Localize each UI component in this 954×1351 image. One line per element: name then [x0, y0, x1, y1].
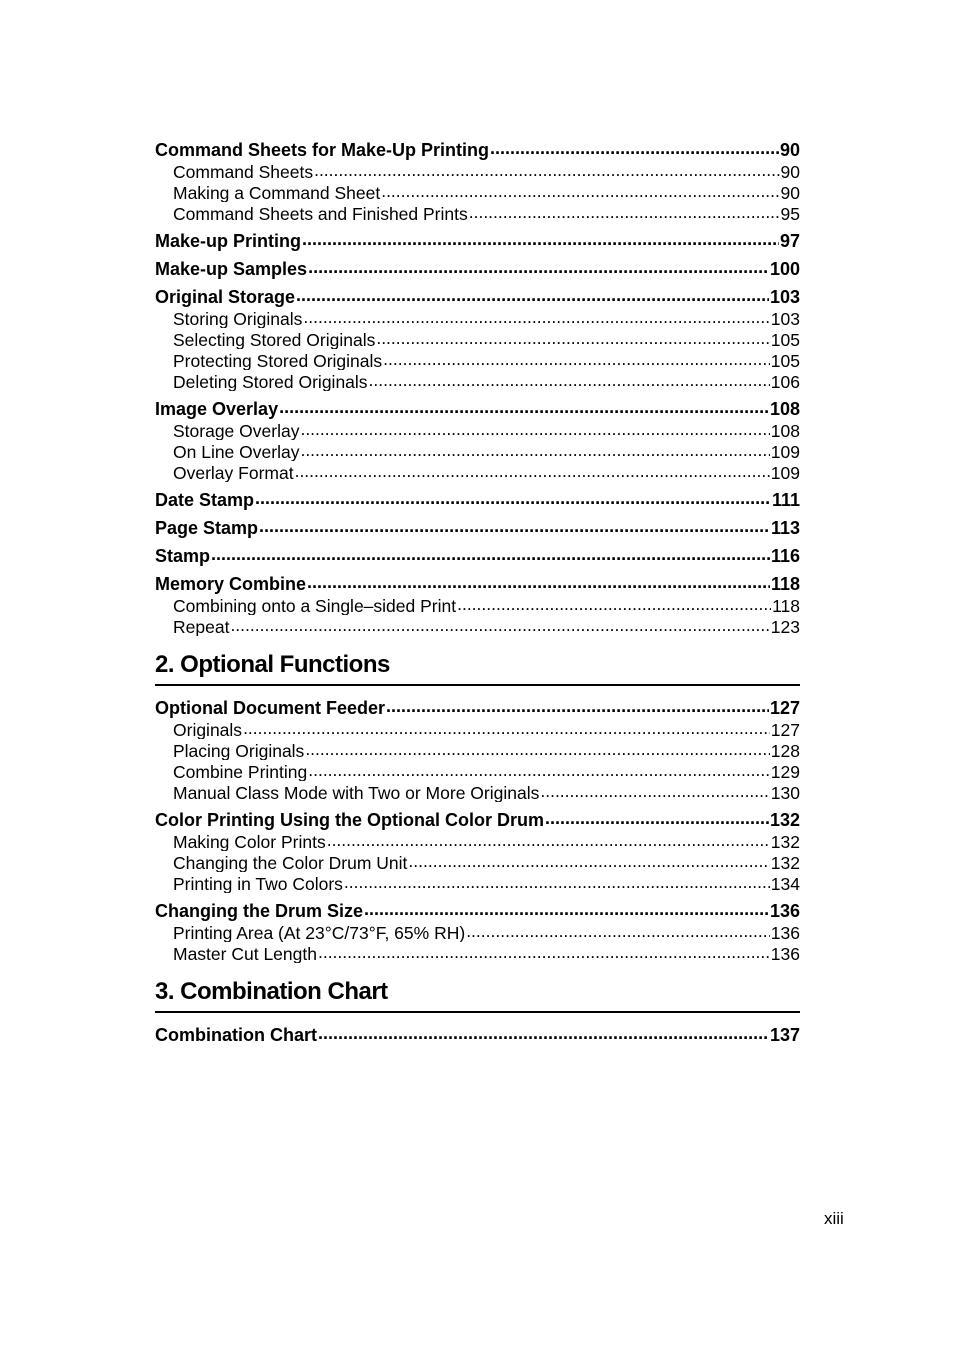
entry-page: 108 [770, 420, 800, 440]
entry-page: 127 [770, 719, 800, 739]
toc-subentry[interactable] [155, 370, 800, 391]
entry-title: Make-up Samples [155, 259, 308, 279]
entry-title: Printing Area (At 23°C/73°F, 65% RH) [173, 922, 466, 942]
entry-page: 95 [780, 203, 800, 223]
toc-group [155, 899, 800, 963]
toc-group [155, 572, 800, 636]
dot-leader [364, 899, 769, 917]
dot-leader [344, 872, 770, 890]
toc-entry[interactable] [155, 696, 800, 718]
toc-entry[interactable] [155, 138, 800, 160]
entry-page: 129 [770, 761, 800, 781]
dot-leader [318, 1023, 769, 1041]
toc-subentry[interactable] [155, 440, 800, 461]
toc-subentry[interactable] [155, 851, 800, 872]
entry-page: 108 [769, 399, 800, 419]
entry-title: Repeat [173, 616, 230, 636]
toc-subentry[interactable] [155, 921, 800, 942]
dot-leader [307, 572, 770, 590]
page-number: xiii [824, 1209, 844, 1228]
toc-entry[interactable] [155, 516, 800, 538]
entry-title: Protecting Stored Originals [173, 350, 383, 370]
entry-page: 113 [770, 518, 800, 538]
entry-page: 128 [770, 740, 800, 760]
entry-page: 132 [769, 810, 800, 830]
entry-title: Command Sheets for Make-Up Printing [155, 140, 490, 160]
dot-leader [255, 488, 771, 506]
toc-group [155, 1023, 800, 1045]
toc-group [155, 696, 800, 802]
entry-page: 136 [770, 922, 800, 942]
dot-leader [308, 257, 769, 275]
entry-page: 109 [770, 441, 800, 461]
entry-title: Overlay Format [173, 462, 294, 482]
entry-title: On Line Overlay [173, 441, 300, 461]
chapter-title: 2. Optional Functions [155, 651, 390, 678]
toc-subentry[interactable] [155, 307, 800, 328]
dot-leader [211, 544, 770, 562]
toc-subentry[interactable] [155, 760, 800, 781]
entry-page: 111 [771, 490, 800, 510]
entry-title: Combine Printing [173, 761, 308, 781]
toc-entry[interactable] [155, 229, 800, 251]
entry-page: 105 [770, 350, 800, 370]
entry-title: Changing the Drum Size [155, 901, 364, 921]
entry-page: 130 [770, 782, 800, 802]
dot-leader [308, 760, 770, 778]
entry-title: Combining onto a Single–sided Print [173, 595, 457, 615]
entry-title: Page Stamp [155, 518, 259, 538]
toc-group [155, 544, 800, 566]
toc-subentry[interactable] [155, 872, 800, 893]
entry-page: 103 [770, 308, 800, 328]
entry-page: 118 [772, 595, 800, 615]
entry-page: 134 [770, 873, 800, 893]
entry-title: Master Cut Length [173, 943, 317, 963]
entry-title: Selecting Stored Originals [173, 329, 376, 349]
dot-leader [303, 307, 769, 325]
entry-page: 127 [769, 698, 800, 718]
entry-title: Making Color Prints [173, 831, 326, 851]
entry-page: 106 [770, 371, 800, 391]
chapter-title: 3. Combination Chart [155, 978, 388, 1005]
entry-title: Originals [173, 719, 243, 739]
toc-subentry[interactable] [155, 781, 800, 802]
toc-entry[interactable] [155, 488, 800, 510]
entry-title: Optional Document Feeder [155, 698, 386, 718]
entry-title: Changing the Color Drum Unit [173, 852, 408, 872]
entry-page: 103 [769, 287, 800, 307]
toc-group [155, 488, 800, 510]
dot-leader [230, 615, 769, 633]
toc-subentry[interactable] [155, 160, 800, 181]
entry-page: 123 [770, 616, 800, 636]
entry-page: 90 [780, 182, 800, 202]
dot-leader [302, 229, 779, 247]
toc-subentry[interactable] [155, 615, 800, 636]
entry-title: Command Sheets [173, 161, 314, 181]
toc-group [155, 138, 800, 223]
toc-group [155, 808, 800, 893]
entry-title: Combination Chart [155, 1025, 317, 1045]
entry-page: 116 [770, 546, 800, 566]
dot-leader [540, 781, 769, 799]
entry-title: Date Stamp [155, 490, 255, 510]
entry-title: Color Printing Using the Optional Color Drum [155, 810, 544, 830]
dot-leader [243, 718, 770, 736]
toc-entry[interactable] [155, 572, 800, 594]
dot-leader [466, 921, 770, 939]
entry-title: Making a Command Sheet [173, 182, 381, 202]
dot-leader [386, 696, 769, 714]
dot-leader [318, 942, 770, 960]
toc-entry[interactable] [155, 1023, 800, 1045]
toc-group [155, 285, 800, 391]
toc-entry[interactable] [155, 808, 800, 830]
entry-page: 90 [779, 140, 800, 160]
dot-leader [408, 851, 769, 869]
toc-subentry[interactable] [155, 594, 800, 615]
toc-subentry[interactable] [155, 349, 800, 370]
dot-leader [457, 594, 771, 612]
dot-leader [300, 419, 769, 437]
entry-page: 118 [770, 574, 800, 594]
toc-subentry[interactable] [155, 181, 800, 202]
entry-page: 136 [769, 901, 800, 921]
entry-page: 132 [770, 831, 800, 851]
entry-title: Placing Originals [173, 740, 305, 760]
dot-leader [295, 461, 770, 479]
entry-page: 132 [770, 852, 800, 872]
toc-subentry[interactable] [155, 830, 800, 851]
toc-subentry[interactable] [155, 419, 800, 440]
toc-group [155, 397, 800, 482]
dot-leader [259, 516, 770, 534]
entry-title: Storage Overlay [173, 420, 300, 440]
dot-leader [369, 370, 770, 388]
entry-page: 90 [780, 161, 800, 181]
dot-leader [300, 440, 769, 458]
chapter-heading [155, 650, 800, 686]
dot-leader [327, 830, 770, 848]
entry-page: 136 [770, 943, 800, 963]
entry-title: Printing in Two Colors [173, 873, 343, 893]
toc-subentry[interactable] [155, 942, 800, 963]
entry-title: Manual Class Mode with Two or More Originals [173, 782, 540, 802]
table-of-contents [155, 138, 800, 1051]
entry-page: 109 [770, 462, 800, 482]
toc-subentry[interactable] [155, 202, 800, 223]
dot-leader [383, 349, 770, 367]
entry-title: Storing Originals [173, 308, 303, 328]
toc-subentry[interactable] [155, 328, 800, 349]
dot-leader [314, 160, 779, 178]
entry-title: Stamp [155, 546, 211, 566]
dot-leader [381, 181, 779, 199]
dot-leader [545, 808, 769, 826]
toc-group [155, 257, 800, 279]
toc-entry[interactable] [155, 397, 800, 419]
toc-subentry[interactable] [155, 718, 800, 739]
entry-page: 100 [769, 259, 800, 279]
toc-group [155, 516, 800, 538]
entry-title: Make-up Printing [155, 231, 302, 251]
entry-title: Image Overlay [155, 399, 279, 419]
toc-subentry[interactable] [155, 739, 800, 760]
toc-entry[interactable] [155, 544, 800, 566]
dot-leader [469, 202, 780, 220]
entry-title: Deleting Stored Originals [173, 371, 368, 391]
toc-entry[interactable] [155, 257, 800, 279]
toc-group [155, 229, 800, 251]
entry-title: Memory Combine [155, 574, 307, 594]
dot-leader [490, 138, 779, 156]
entry-page: 105 [770, 329, 800, 349]
entry-page: 97 [779, 231, 800, 251]
dot-leader [376, 328, 769, 346]
dot-leader [305, 739, 769, 757]
toc-subentry[interactable] [155, 461, 800, 482]
entry-title: Command Sheets and Finished Prints [173, 203, 468, 223]
entry-title: Original Storage [155, 287, 296, 307]
dot-leader [296, 285, 769, 303]
dot-leader [279, 397, 769, 415]
toc-entry[interactable] [155, 285, 800, 307]
entry-page: 137 [769, 1025, 800, 1045]
toc-entry[interactable] [155, 899, 800, 921]
chapter-heading [155, 977, 800, 1013]
